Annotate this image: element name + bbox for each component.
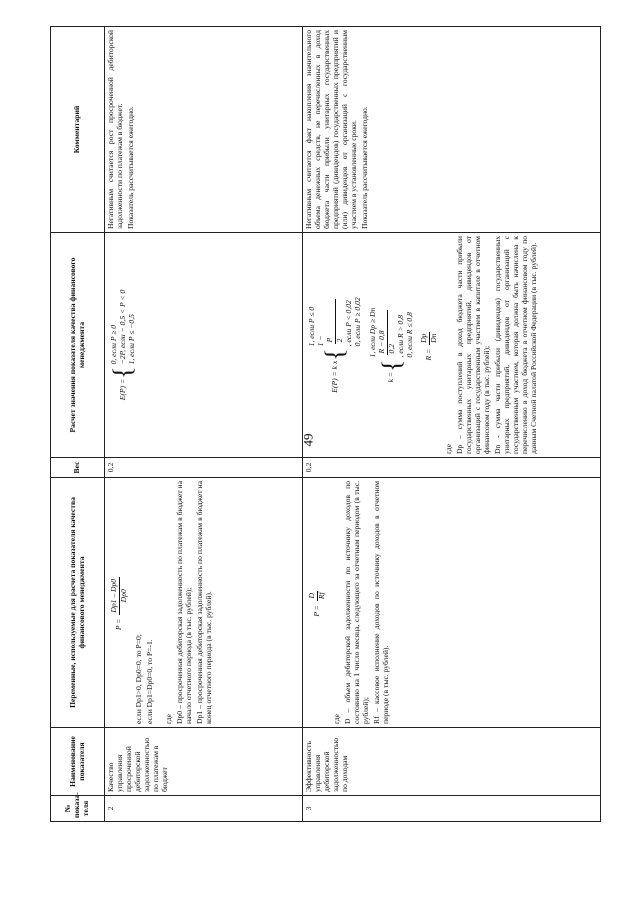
row-comment [105, 27, 303, 233]
formula-r [420, 236, 439, 454]
header-name: Наименование показателя [51, 728, 105, 796]
formula-denominator: 0,2 [386, 343, 396, 354]
header-vars: Переменные, используемые для расчета показателя качества финансового менеджмента [51, 478, 105, 728]
definition-text: Rf – кассовое исполнение доходов по источнику доходов в отчетном периоде (в тыс. рублей). [371, 481, 390, 724]
formula-part: 1 − [315, 335, 325, 347]
comment-text: Негативным считается факт накопления значительного объема денежных средств, не перечисленных в доход бюджета части прибыли унитарных государственных предприятий (дивидендов) государственных предприятий и (или) дивидендов от организаций с государственным участием в установленные сроки. [304, 30, 358, 229]
formula-denominator: Dn [429, 333, 439, 343]
table-row [105, 27, 303, 822]
row-vars [105, 478, 303, 728]
formula-denominator: Dp0 [118, 589, 128, 603]
formula-case: 0, если R ≤ 0,8 [404, 312, 414, 358]
formula-lhs: R = [424, 348, 434, 361]
formula-lhs: P = [114, 618, 124, 631]
formula-numerator: D [307, 593, 316, 599]
formula-fraction [308, 590, 327, 601]
brace-symbol: { [376, 359, 406, 372]
formula-numerator: R − 0,8 [378, 310, 388, 356]
formula-case: −2P, если − 0,5 < P < 0 [117, 289, 127, 365]
row-num: 2 [105, 796, 303, 822]
header-calc: Расчет значения показателя качества финансового менеджмента [51, 233, 105, 458]
formula-lhs: E(P) = k x [329, 360, 339, 393]
formula-k [369, 236, 415, 454]
header-weight: Вес [51, 458, 105, 478]
definition-text: Dp – сумма поступлений в доход бюджета части прибыли государственных унитарных предприятий, дивидендов от организаций с государственным участием в капитале в отчетном финансовом году (в тыс. рублей); [455, 236, 492, 454]
table-row [303, 27, 601, 822]
formula-case: 1, если Dp ≥ Dn [367, 307, 377, 358]
row-weight: 0,2 [105, 458, 303, 478]
row-name: Эффективность управления дебиторской задолженностью по доходам [303, 728, 601, 796]
row-name: Качество управления просроченной дебиторской задолженностью по платежам в бюджет [105, 728, 303, 796]
formula-lhs: k = [386, 371, 396, 383]
formula-ep [110, 236, 137, 454]
formula-numerator: P [326, 299, 336, 344]
row-calc [105, 233, 303, 458]
formula-case [378, 308, 406, 358]
row-vars [303, 478, 601, 728]
condition-text: если Dp1>0, Dp0=0, то P=0; [133, 634, 143, 724]
row-num: 3 [303, 796, 601, 822]
row-weight: 0,2 [303, 458, 601, 478]
formula-denominator: Rf [316, 592, 326, 600]
formula-case: 1, если P ≤ −0,5 [126, 314, 136, 365]
formula-fraction [110, 577, 129, 615]
definition-text: Dn - сумма части прибыли (дивидендов) государственных унитарных предприятий, дивидендов от организаций с государственным участием, которая должна быть начислена к перечислению в доход бюджета в отчетном финансовом году по данным Счетной палатой Российской Федерации (в тыс. рублей). [493, 236, 538, 454]
where-label: где [444, 444, 454, 454]
formula-denominator: 2 [334, 338, 344, 343]
indicators-table [50, 26, 601, 822]
comment-text: Показатель рассчитывается ежегодно. [359, 106, 369, 229]
page-number: 49 [300, 433, 316, 447]
formula-numerator: Dp [419, 333, 429, 343]
formula-p [308, 481, 327, 724]
header-num: № показа-теля [51, 796, 105, 822]
comment-text: Показатель рассчитывается ежегодно. [125, 106, 135, 229]
row-calc [300, 233, 601, 458]
brace-symbol: { [108, 366, 138, 379]
comment-text: Негативным считается рост просроченной дебиторской задолженности по платежам в бюджет. [106, 30, 124, 229]
definition-text: Dp1 – просроченная дебиторская задолженность по платежам в бюджет на конец отчетного периода (в тыс. рублей). [194, 481, 213, 724]
formula-p [110, 481, 129, 724]
formula-case [317, 297, 354, 346]
formula-case: 0, если P ≥ 0 [109, 324, 118, 365]
formula-lhs: P = [312, 605, 322, 617]
rotated-table-container [50, 27, 600, 822]
where-label: где [331, 714, 341, 724]
brace-symbol: { [320, 348, 350, 361]
definition-text: Dp0 – просроченная дебиторская задолженность по платежам в бюджет на начало отчетного периода (в тыс. рублей); [174, 481, 193, 724]
formula-part: , если R > 0,8 [395, 314, 405, 358]
where-label: где [163, 714, 173, 724]
formula-ep [308, 236, 363, 454]
condition-text: если Dp1=Dp0=0, то P=-1. [144, 639, 154, 724]
header-comment: Комментарий [51, 27, 105, 233]
formula-case: 0, если P ≥ 0,02 [352, 297, 362, 347]
formula-numerator: Dp1 – Dp0 [109, 578, 118, 613]
row-comment [303, 27, 601, 233]
formula-case: 1, если P ≤ 0 [307, 306, 316, 347]
formula-lhs: E(P) = [117, 378, 127, 401]
formula-part: , если P < 0,02 [343, 300, 353, 347]
table-header-row [51, 27, 105, 822]
definition-text: D – объем дебиторской задолженности по источнику доходов по состоянию на 1 число месяца, следующего за отчетным периодом (в тыс. рублей); [342, 481, 370, 724]
